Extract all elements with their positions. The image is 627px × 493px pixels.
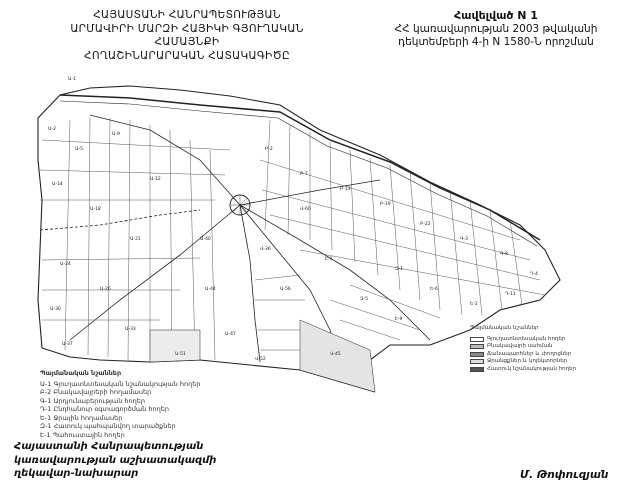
legend-item: Ե-1 Ջրային հողամասեր [40, 413, 123, 422]
plot-label: Ա-33 [125, 327, 136, 332]
annex-line-1: ՀՀ կառավարության 2003 թվականի [394, 22, 598, 35]
signatory-title-block [14, 440, 216, 481]
legend-land-categories [40, 369, 200, 439]
plot-label: Բ-7 [300, 172, 308, 177]
plot-label: Բ-13 [340, 187, 351, 192]
legend-swatch [470, 352, 484, 357]
plot-label: Ա-37 [62, 342, 73, 347]
plot-label: Ե-6 [430, 287, 438, 292]
main-road [60, 95, 540, 240]
legend-item: Զ-1 Հատուկ պահպանվող տարածքներ [40, 422, 176, 430]
parcel-lines [40, 118, 545, 360]
annex-line-2: դեկտեմբերի 4-ի N 1580-Ն որոշման [398, 36, 594, 48]
plot-label: Դ-4 [530, 272, 538, 277]
plot-label: Բ-19 [380, 202, 391, 207]
legend-row [470, 343, 576, 351]
road-radial-2 [240, 205, 260, 362]
legend-map-symbols [470, 325, 576, 373]
plot-label: Զ-1 [395, 267, 403, 272]
legend-row [470, 358, 576, 366]
map-title-line-3: ՀՈՂԱՇԻՆԱՐԱՐԱԿԱՆ ՀԱՏԱԿԱԳԻԾԸ [84, 49, 290, 62]
plot-label: Վ-36 [260, 247, 271, 252]
legend-item: Գյուղատնտեսական հողեր [487, 335, 566, 342]
special-zone [150, 330, 200, 362]
legend-row [470, 366, 576, 374]
legend-item: Ա-1 Գյուղատնտեսական նշանակության հողեր [40, 379, 201, 388]
plot-label: Ա-2 [48, 127, 56, 132]
plot-label: Ա-51 [175, 352, 186, 357]
legend-heading: Պայմանական նշաններ [40, 369, 122, 377]
legend-item: Է-1 Պահուստային հողեր [40, 430, 125, 439]
map-title-line-2: ԱՐՄԱՎԻՐԻ ՄԱՐԶԻ ՀԱՅԻԿԻ ԳՅՈՒՂԱԿԱՆ ՀԱՄԱՅՆՔԻ [70, 22, 304, 48]
annex-title: Հավելված N 1 [454, 9, 538, 22]
legend-swatch [470, 367, 484, 372]
canal [40, 210, 200, 230]
plot-label: Վ-60 [300, 207, 311, 212]
plot-label: Է-9 [395, 317, 403, 322]
map-title-line-1: ՀԱՅԱՍՏԱՆԻ ՀԱՆՐԱՊԵՏՈՒԹՅԱՆ [93, 9, 281, 21]
plot-label: Գ-3 [460, 237, 468, 242]
plot-label: Դ-11 [505, 292, 516, 297]
legend-row [470, 351, 576, 359]
legend-row [470, 336, 576, 344]
plot-label: Ա-1 [68, 77, 76, 82]
plot-label: Բ-22 [420, 222, 431, 227]
signatory-line-2: կառավարության աշխատակազմի [14, 454, 217, 466]
plot-label: Ա-26 [100, 287, 111, 292]
legend-item: Դ-1 Ընդհանուր օգտագործման հողեր [40, 405, 170, 413]
signatory-line-1: Հայաստանի Հանրապետության [14, 441, 204, 452]
signatory-name: Մ. Թոփուզյան [520, 469, 609, 481]
plot-label: Ա-9 [112, 132, 120, 137]
plot-label: Զ-5 [360, 297, 368, 302]
plot-label: Ա-21 [130, 237, 141, 242]
plot-label: Ա-14 [52, 182, 63, 187]
road-radial-5 [90, 115, 240, 205]
signatory-line-3: ղեկավար-նախարար [14, 468, 139, 479]
plot-label: Գ-8 [500, 252, 508, 257]
plot-label: Ա-5 [75, 147, 83, 152]
plot-label: Ա-40 [200, 237, 211, 242]
legend-item: Բ-2 Բնակավայրերի հողամասեր [40, 388, 152, 396]
legend-swatch [470, 337, 484, 342]
plot-label: Ա-56 [280, 287, 291, 292]
plot-label: Բ-2 [265, 147, 273, 152]
plot-label: Է-3 [325, 257, 333, 262]
plot-label: Ա-30 [50, 307, 61, 312]
legend-item: Ջրանցքներ և կոլեկտորներ [487, 358, 568, 364]
plot-label: Ե-2 [470, 302, 478, 307]
legend-item: Գ-1 Արդյունաբերության հողեր [40, 396, 145, 405]
plot-label: Ա-24 [60, 262, 71, 267]
plot-label: Ա-12 [150, 177, 161, 182]
legend-heading: Պայմանական նշաններ [470, 325, 539, 331]
legend-swatch [470, 359, 484, 364]
legend-item: Հատուկ նշանակության հողեր [487, 365, 577, 372]
plot-label: Ա-44 [205, 287, 216, 292]
legend-item: Ճանապարհներ և փողոցներ [487, 350, 572, 357]
plot-label: Վ-52 [255, 357, 266, 362]
legend-item: Բնակավայրի սահման [487, 343, 553, 349]
plot-label: Ա-18 [90, 207, 101, 212]
plot-label: Վ-45 [330, 352, 341, 357]
plot-label: Ա-47 [225, 332, 236, 337]
legend-swatch [470, 344, 484, 349]
